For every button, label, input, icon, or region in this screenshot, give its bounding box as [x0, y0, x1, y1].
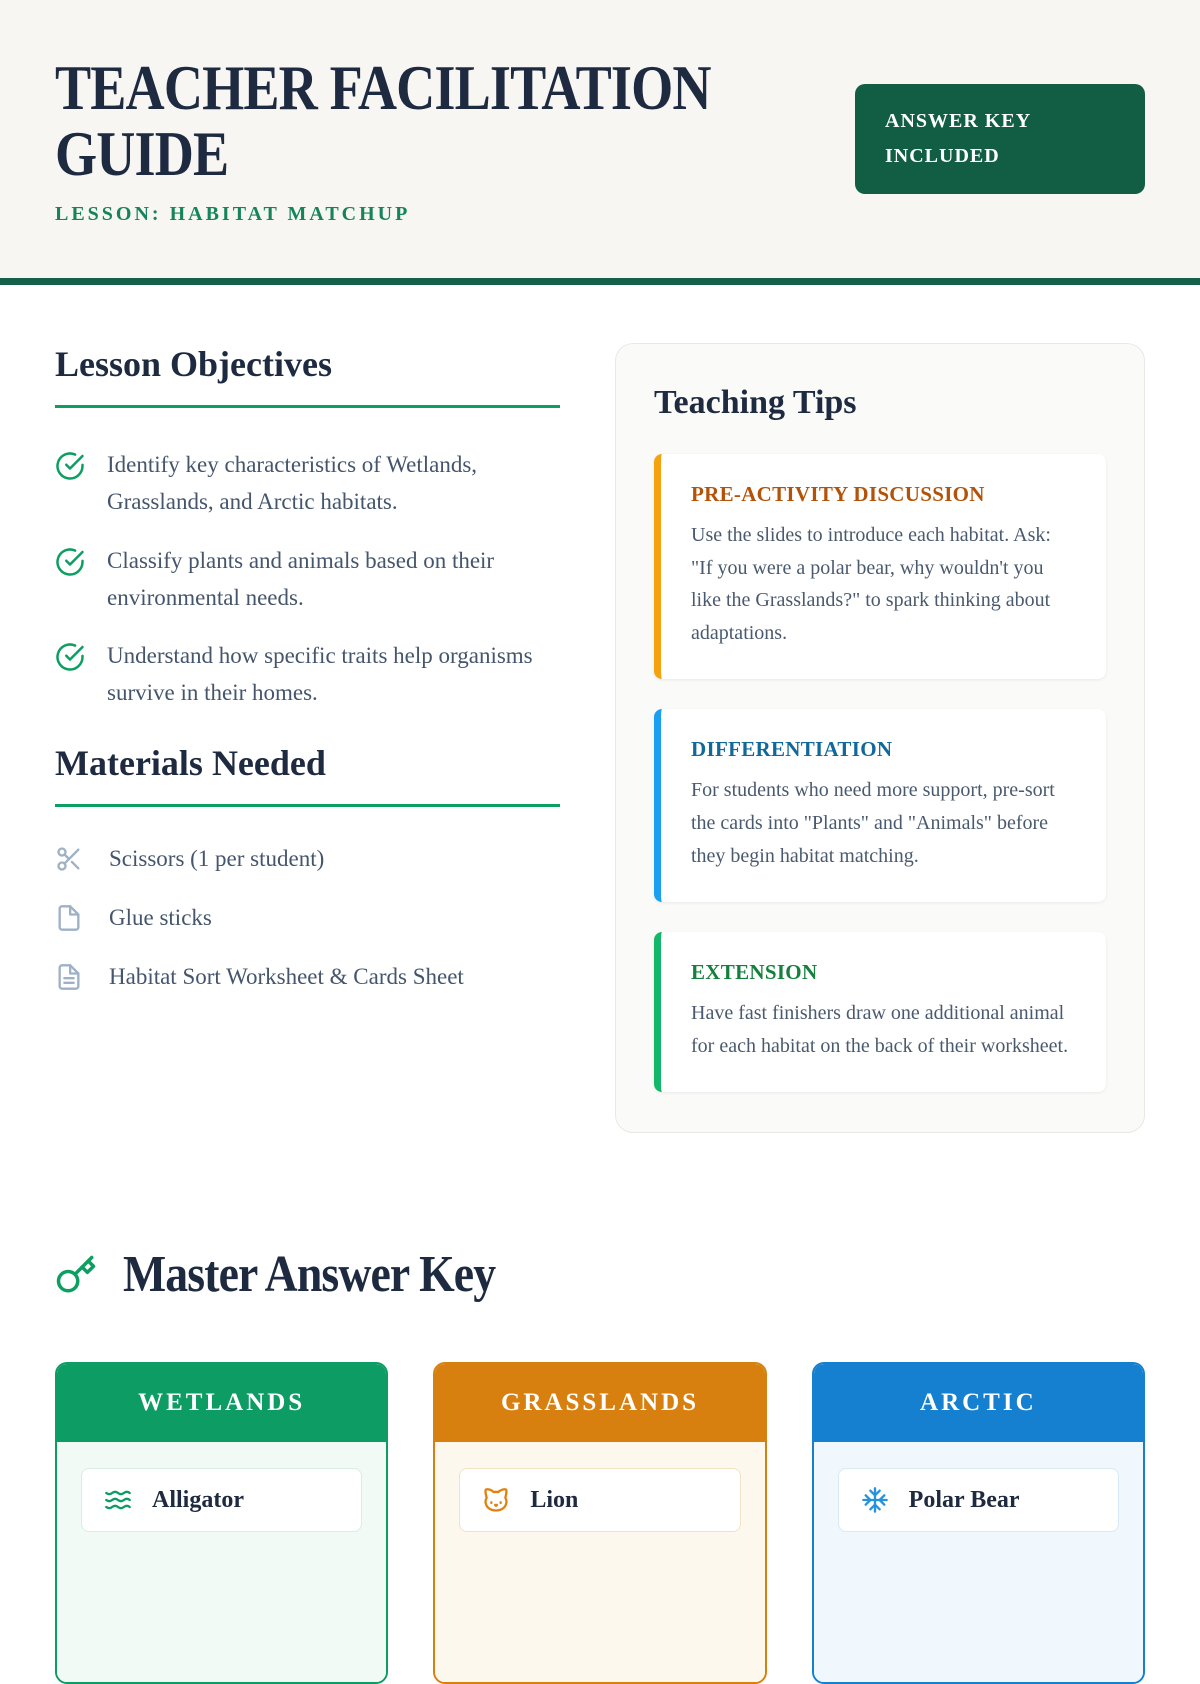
title-block: [55, 53, 835, 226]
answer-item-name: Polar Bear: [908, 1486, 1020, 1513]
materials-list: [55, 845, 560, 991]
tip-card-pre-activity: [654, 454, 1106, 679]
tip-body: Have fast finishers draw one additional animal for each habitat on the back of their worksheet.: [691, 1002, 1069, 1057]
habitat-card-body: [814, 1442, 1143, 1682]
material-text: Habitat Sort Worksheet & Cards Sheet: [109, 963, 464, 989]
list-item: [55, 446, 560, 521]
lesson-objectives-heading: Lesson Objectives: [55, 343, 560, 408]
teaching-tips-panel: [615, 343, 1145, 1133]
tip-card-differentiation: [654, 709, 1106, 902]
page-title: TEACHER FACILITATION GUIDE: [55, 53, 711, 189]
answer-key-heading-row: [55, 1245, 1145, 1304]
check-circle-icon: [55, 547, 85, 577]
file-icon: [55, 904, 83, 932]
scissors-icon: [55, 845, 83, 873]
left-column: [55, 343, 560, 1133]
objective-text: Identify key characteristics of Wetlands, Grasslands, and Arctic habitats.: [107, 452, 478, 515]
habitat-card-title: GRASSLANDS: [435, 1364, 764, 1442]
answer-key-heading: Master Answer Key: [123, 1246, 496, 1304]
habitat-card-body: [435, 1442, 764, 1682]
check-circle-icon: [55, 642, 85, 672]
answer-item-name: Alligator: [152, 1486, 244, 1513]
habitat-card-wetlands: [55, 1362, 388, 1684]
main-content: [0, 285, 1200, 1133]
key-icon: [55, 1254, 97, 1296]
tip-title: PRE-ACTIVITY DISCUSSION: [691, 482, 985, 507]
cat-icon: [482, 1486, 510, 1514]
answer-item: [838, 1468, 1119, 1532]
list-item: [55, 542, 560, 617]
lesson-subtitle: LESSON: HABITAT MATCHUP: [55, 203, 411, 226]
list-item: [55, 845, 560, 873]
materials-heading: Materials Needed: [55, 742, 560, 807]
tip-card-extension: [654, 932, 1106, 1092]
check-circle-icon: [55, 451, 85, 481]
snowflake-icon: [861, 1486, 889, 1514]
list-item: [55, 963, 560, 991]
tip-body: Use the slides to introduce each habitat. Ask: "If you were a polar bear, why wouldn't you like the Grasslands?" to spark thinking about adaptations.: [691, 524, 1051, 644]
habitat-card-title: ARCTIC: [814, 1364, 1143, 1442]
answer-key-badge: ANSWER KEY INCLUDED: [855, 84, 1145, 194]
objectives-list: [55, 446, 560, 712]
waves-icon: [104, 1486, 132, 1514]
objective-text: Understand how specific traits help organisms survive in their homes.: [107, 643, 533, 706]
tip-body: For students who need more support, pre-sort the cards into "Plants" and "Animals" before they begin habitat matching.: [691, 779, 1055, 867]
habitat-card-arctic: [812, 1362, 1145, 1684]
file-text-icon: [55, 963, 83, 991]
tip-title: EXTENSION: [691, 960, 818, 985]
objective-text: Classify plants and animals based on their environmental needs.: [107, 547, 495, 610]
material-text: Glue sticks: [109, 904, 212, 930]
list-item: [55, 637, 560, 712]
habitat-card-grasslands: [433, 1362, 766, 1684]
tip-title: DIFFERENTIATION: [691, 737, 893, 762]
teaching-tips-heading: Teaching Tips: [654, 384, 857, 422]
list-item: [55, 904, 560, 932]
material-text: Scissors (1 per student): [109, 845, 325, 871]
habitat-card-body: [57, 1442, 386, 1682]
answer-item-name: Lion: [530, 1486, 579, 1513]
habitat-card-title: WETLANDS: [57, 1364, 386, 1442]
master-answer-key-section: [0, 1245, 1200, 1684]
document-header: [0, 0, 1200, 285]
habitat-cards-grid: [55, 1362, 1145, 1684]
answer-item: [81, 1468, 362, 1532]
answer-item: [459, 1468, 740, 1532]
